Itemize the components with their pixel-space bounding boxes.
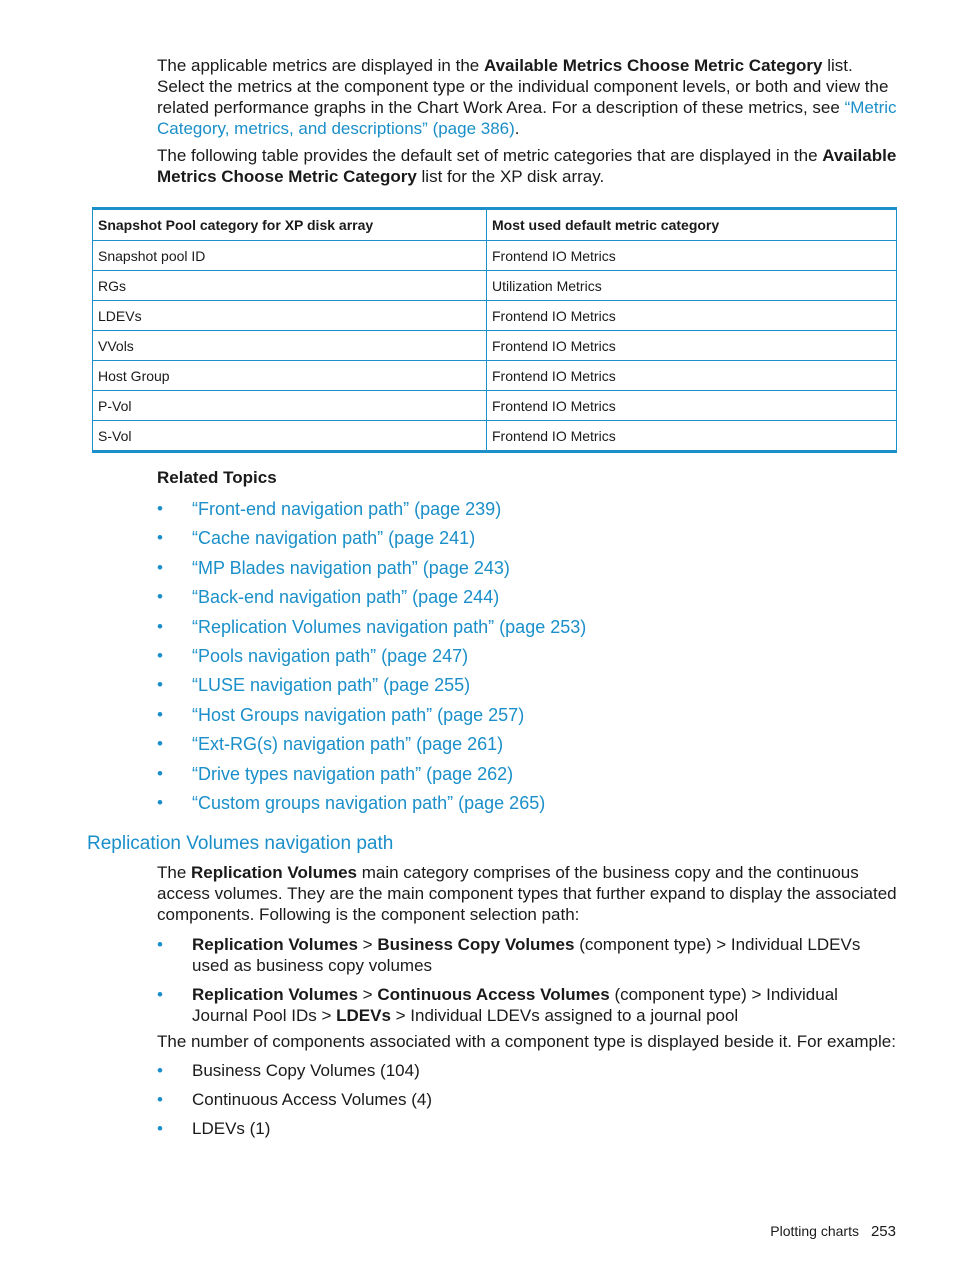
intro-text: The applicable metrics are displayed in the (157, 56, 484, 75)
bullet-icon: • (157, 587, 163, 607)
path-separator: > (357, 985, 378, 1004)
table-row (93, 421, 897, 452)
example-item: LDEVs (1) (192, 1119, 271, 1138)
path-text: (component type) > Individual Journal Pool IDs > (192, 985, 838, 1025)
table-cell: Frontend IO Metrics (487, 241, 897, 271)
bullet-icon: • (157, 792, 163, 812)
table-cell: LDEVs (93, 301, 487, 331)
intro-text: list. Select the metrics at the component type or the individual component levels, or both and view the related performance graphs in the Chart Work Area. For a description of these metrics, see (157, 56, 889, 117)
table-row (93, 271, 897, 301)
bullet-icon: • (157, 645, 163, 665)
list-item (157, 1089, 897, 1118)
ui-term: Replication Volumes (191, 863, 357, 882)
table-row (93, 361, 897, 391)
table-cell: Snapshot pool ID (93, 241, 487, 271)
table-row (93, 301, 897, 331)
page-footer (770, 1223, 896, 1240)
table-cell: Frontend IO Metrics (487, 301, 897, 331)
related-topics-heading: Related Topics (157, 468, 277, 487)
list-item (157, 498, 897, 527)
table-cell: Frontend IO Metrics (487, 361, 897, 391)
list-item (157, 763, 897, 792)
example-count-list (157, 1060, 897, 1147)
related-link[interactable]: “Replication Volumes navigation path” (page 253) (192, 616, 587, 637)
section-text: The number of components associated with a component type is displayed beside it. For example: (157, 1032, 896, 1051)
bullet-icon: • (157, 675, 163, 695)
metric-category-link[interactable]: “Metric Category, metrics, and descriptions” (page 386) (157, 98, 897, 138)
table-row (93, 331, 897, 361)
table-cell: RGs (93, 271, 487, 301)
bullet-icon: • (157, 985, 163, 1004)
list-item (157, 1118, 897, 1147)
table-row (93, 391, 897, 421)
table-cell: S-Vol (93, 421, 487, 452)
bullet-icon: • (157, 935, 163, 954)
table-header-row (93, 209, 897, 241)
bullet-icon: • (157, 499, 163, 518)
list-item (157, 792, 897, 821)
list-item (157, 527, 897, 556)
related-link[interactable]: “Host Groups navigation path” (page 257) (192, 704, 525, 725)
footer-label: Plotting charts (770, 1223, 859, 1239)
ui-term: Continuous Access Volumes (377, 985, 610, 1004)
bullet-icon: • (157, 1119, 163, 1138)
table-cell: Frontend IO Metrics (487, 391, 897, 421)
section-paragraph-2 (157, 1031, 897, 1052)
bullet-icon: • (157, 616, 163, 636)
bullet-icon: • (157, 1090, 163, 1109)
table-cell: Utilization Metrics (487, 271, 897, 301)
section-heading: Replication Volumes navigation path (87, 833, 394, 854)
ui-term: Replication Volumes (192, 935, 358, 954)
section-text: The (157, 863, 192, 882)
list-item (157, 557, 897, 586)
ui-term: Available Metrics Choose Metric Category (483, 56, 823, 75)
related-link[interactable]: “Drive types navigation path” (page 262) (192, 763, 514, 784)
bullet-icon: • (157, 704, 163, 724)
related-link[interactable]: “MP Blades navigation path” (page 243) (192, 557, 510, 578)
section-paragraph-1 (157, 862, 897, 925)
list-item (157, 645, 897, 674)
related-link[interactable]: “Ext-RG(s) navigation path” (page 261) (192, 734, 504, 755)
related-link[interactable]: “Cache navigation path” (page 241) (192, 528, 476, 549)
table-cell: Frontend IO Metrics (487, 421, 897, 452)
table-row (93, 241, 897, 271)
bullet-icon: • (157, 528, 163, 548)
column-header: Snapshot Pool category for XP disk array (93, 209, 487, 241)
list-item (157, 704, 897, 733)
related-link[interactable]: “Back-end navigation path” (page 244) (192, 587, 500, 608)
ui-term: Business Copy Volumes (377, 935, 575, 954)
example-item: Continuous Access Volumes (4) (192, 1090, 433, 1109)
bullet-icon: • (157, 734, 163, 754)
metric-category-table (92, 207, 897, 453)
column-header: Most used default metric category (487, 209, 897, 241)
ui-term: Replication Volumes (192, 985, 358, 1004)
component-path-list (157, 934, 897, 1026)
path-text: > Individual LDEVs assigned to a journal pool (390, 1006, 739, 1025)
ui-term: Available Metrics Choose Metric Category (157, 146, 897, 186)
path-text: (component type) > Individual LDEVs used as business copy volumes (192, 935, 861, 975)
ui-term: LDEVs (336, 1006, 391, 1025)
table-cell: Frontend IO Metrics (487, 331, 897, 361)
table-cell: VVols (93, 331, 487, 361)
bullet-icon: • (157, 557, 163, 577)
page-number: 253 (870, 1223, 896, 1240)
related-link[interactable]: “Pools navigation path” (page 247) (192, 645, 469, 666)
table-cell: Host Group (93, 361, 487, 391)
list-item (157, 733, 897, 762)
intro-paragraph-1 (157, 55, 897, 139)
list-item (157, 1060, 897, 1089)
related-link[interactable]: “LUSE navigation path” (page 255) (192, 675, 471, 696)
bullet-icon: • (157, 763, 163, 783)
list-item (157, 984, 897, 1026)
list-item (157, 674, 897, 703)
list-item (157, 934, 897, 976)
intro-text: list for the XP disk array. (416, 167, 605, 186)
related-link[interactable]: “Front-end navigation path” (page 239) (192, 499, 502, 519)
intro-text: The following table provides the default set of metric categories that are displayed in the (157, 146, 823, 165)
intro-paragraph-2 (157, 145, 897, 187)
related-topics-list (157, 498, 897, 821)
bullet-icon: • (157, 1061, 163, 1080)
path-separator: > (357, 935, 378, 954)
section-text: main category comprises of the business copy and the continuous access volumes. They are the main component types that further expand to display the associated components. Following is the component selection path: (157, 863, 897, 924)
example-item: Business Copy Volumes (104) (192, 1061, 420, 1080)
intro-text: . (514, 119, 520, 138)
list-item (157, 586, 897, 615)
table-cell: P-Vol (93, 391, 487, 421)
list-item (157, 616, 897, 645)
related-link[interactable]: “Custom groups navigation path” (page 265) (192, 792, 546, 813)
